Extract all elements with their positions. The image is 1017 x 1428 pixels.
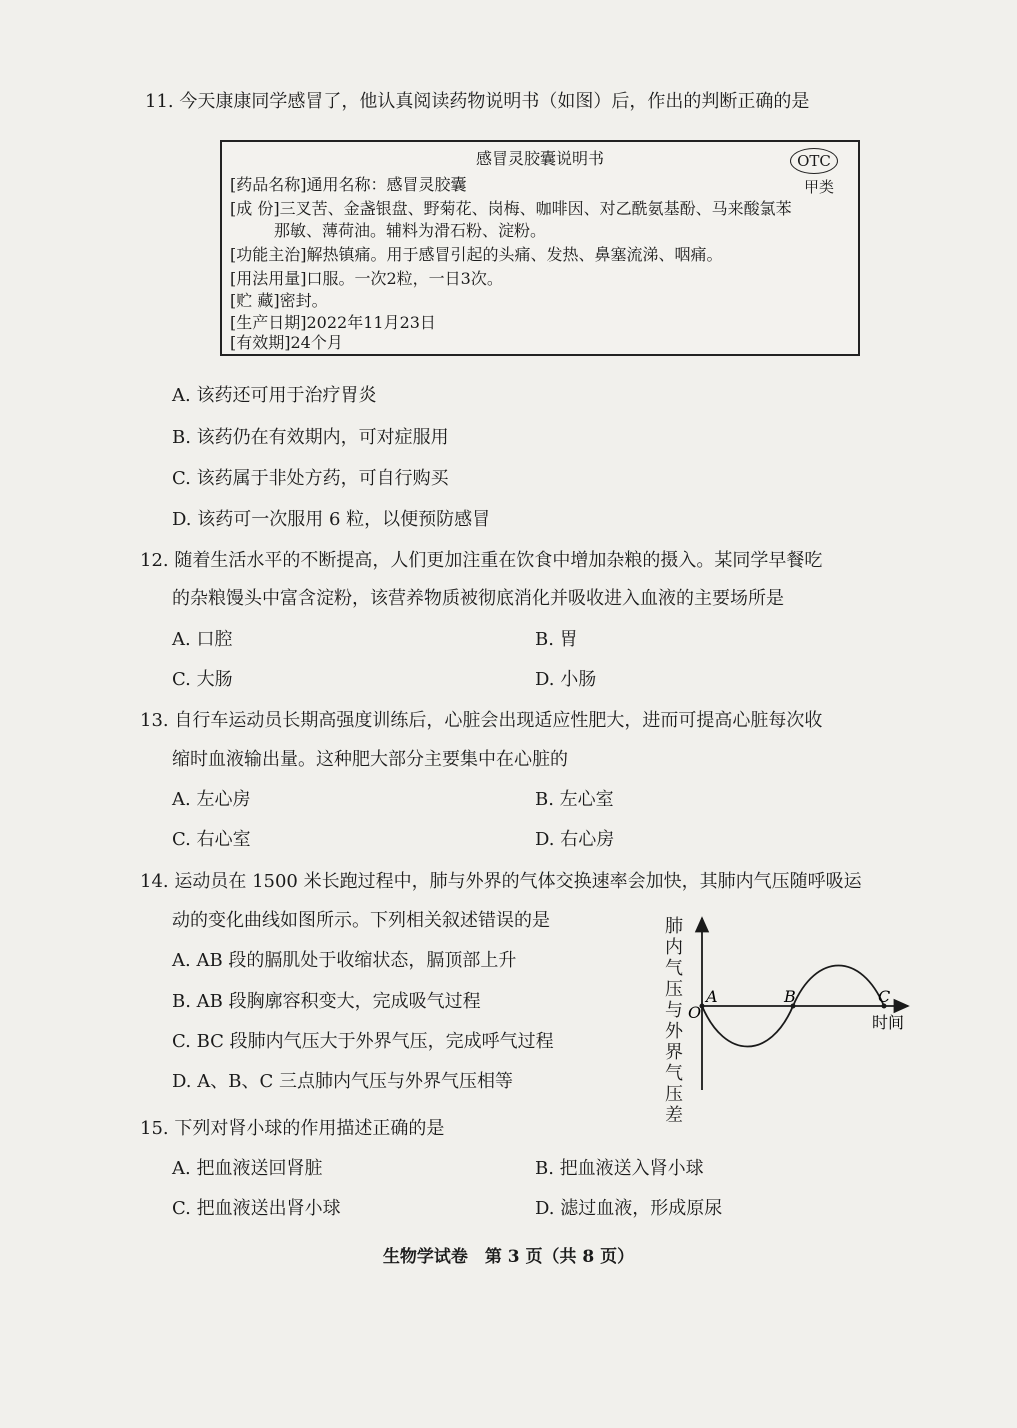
q12-stem-2: 的杂粮馒头中富含淀粉，该营养物质被彻底消化并吸收进入血液的主要场所是 — [172, 588, 784, 609]
box-storage: [贮 藏]密封。 — [230, 291, 328, 310]
q14-stem-1: 14. 运动员在 1500 米长跑过程中，肺与外界的气体交换速率会加快，其肺内气压随呼吸运 — [140, 871, 862, 892]
q13-option-b: B. 左心室 — [535, 789, 614, 810]
q14-option-d: D. A、B、C 三点肺内气压与外界气压相等 — [172, 1071, 513, 1092]
box-ingredients-1: [成 份]三叉苦、金盏银盘、野菊花、岗梅、咖啡因、对乙酰氨基酚、马来酸氯苯 — [230, 199, 792, 218]
q15-option-a: A. 把血液送回肾脏 — [172, 1158, 323, 1179]
q15-option-d: D. 滤过血液，形成原尿 — [535, 1198, 723, 1219]
graph-x-label: 时间 — [872, 1013, 905, 1032]
graph-y-label: 肺内气压与外界气压差 — [665, 916, 683, 1126]
q12-stem-1: 12. 随着生活水平的不断提高，人们更加注重在饮食中增加杂粮的摄入。某同学早餐吃 — [140, 550, 823, 571]
q14-option-b: B. AB 段胸廓容积变大，完成吸气过程 — [172, 991, 481, 1012]
q13-stem-2: 缩时血液输出量。这种肥大部分主要集中在心脏的 — [172, 749, 568, 770]
q12-option-c: C. 大肠 — [172, 669, 233, 690]
page-footer: 生物学试卷 第 3 页（共 8 页） — [382, 1247, 635, 1267]
box-name: [药品名称]通用名称：感冒灵胶囊 — [230, 175, 467, 194]
q12-option-b: B. 胃 — [535, 629, 578, 650]
origin-label: O — [688, 1003, 702, 1022]
box-usage: [用法用量]口服。一次2粒，一日3次。 — [230, 269, 503, 288]
point-a-label: A — [706, 987, 718, 1006]
point-b-label: B — [784, 987, 796, 1006]
q11-option-a: A. 该药还可用于治疗胃炎 — [172, 385, 377, 406]
q13-option-c: C. 右心室 — [172, 829, 251, 850]
q14-option-a: A. AB 段的膈肌处于收缩状态，膈顶部上升 — [172, 950, 517, 971]
q13-option-a: A. 左心房 — [172, 789, 251, 810]
q11-option-c: C. 该药属于非处方药，可自行购买 — [172, 468, 449, 489]
q14-option-c: C. BC 段肺内气压大于外界气压，完成呼气过程 — [172, 1031, 554, 1052]
box-function: [功能主治]解热镇痛。用于感冒引起的头痛、发热、鼻塞流涕、咽痛。 — [230, 245, 723, 264]
box-validity: [有效期]24个月 — [230, 333, 343, 352]
q12-option-a: A. 口腔 — [172, 629, 233, 650]
otc-class: 甲类 — [803, 178, 834, 196]
q14-stem-2: 动的变化曲线如图所示。下列相关叙述错误的是 — [172, 910, 550, 931]
point-c-label: C — [878, 987, 891, 1006]
q11-stem: 11. 今天康康同学感冒了，他认真阅读药物说明书（如图）后，作出的判断正确的是 — [145, 91, 810, 112]
q11-option-b: B. 该药仍在有效期内，可对症服用 — [172, 427, 449, 448]
q13-option-d: D. 右心房 — [535, 829, 615, 850]
q11-option-d: D. 该药可一次服用 6 粒，以便预防感冒 — [172, 509, 491, 530]
q12-option-d: D. 小肠 — [535, 669, 597, 690]
q15-stem: 15. 下列对肾小球的作用描述正确的是 — [140, 1118, 445, 1139]
q15-option-c: C. 把血液送出肾小球 — [172, 1198, 341, 1219]
box-production-date: [生产日期]2022年11月23日 — [230, 313, 436, 332]
otc-badge: OTC — [790, 148, 838, 174]
pressure-graph — [690, 910, 920, 1100]
q15-option-b: B. 把血液送入肾小球 — [535, 1158, 704, 1179]
box-ingredients-2: 那敏、薄荷油。辅料为滑石粉、淀粉。 — [274, 221, 547, 240]
q13-stem-1: 13. 自行车运动员长期高强度训练后，心脏会出现适应性肥大，进而可提高心脏每次收 — [140, 710, 823, 731]
box-title: 感冒灵胶囊说明书 — [475, 149, 604, 168]
medicine-instruction-box — [220, 140, 860, 356]
